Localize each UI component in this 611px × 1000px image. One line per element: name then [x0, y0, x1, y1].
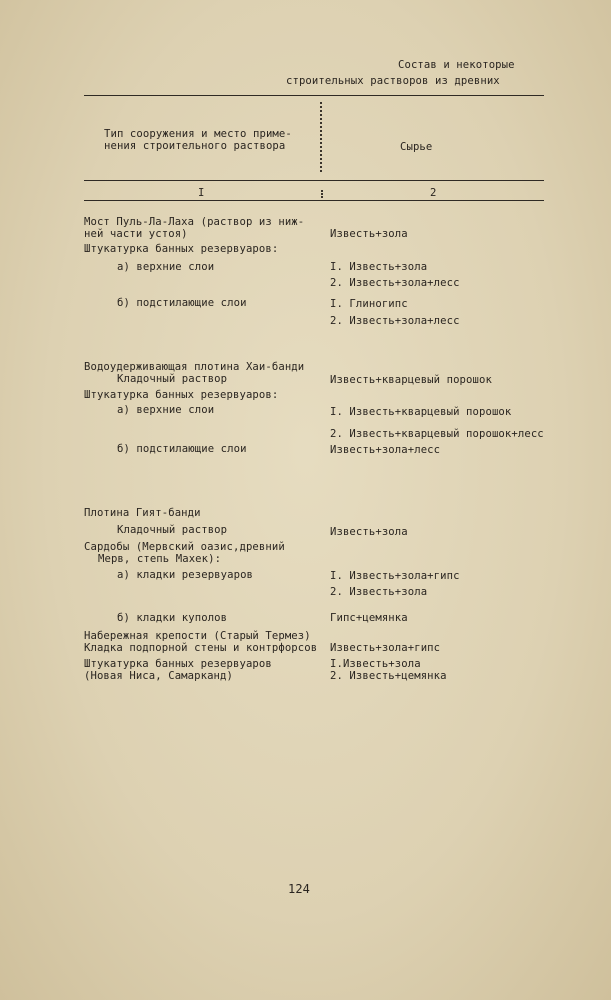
- group1-under-label: б) подстилающие слои: [117, 297, 247, 309]
- column-divider-number-row: [321, 190, 323, 198]
- table-title-line1: Состав и некоторые: [398, 59, 515, 71]
- group2-object-line1: Водоудерживающая плотина Хаи-банди: [84, 361, 305, 373]
- group1-plaster-title: Штукатурка банных резервуаров:: [84, 243, 279, 255]
- group3-masonry-material: Известь+зола: [330, 526, 408, 538]
- number-row-rule: [84, 200, 544, 201]
- group3-object-line1: Плотина Гият-банди: [84, 507, 201, 519]
- group3-sardoba-line2: Мерв, степь Махек):: [98, 553, 222, 565]
- group3-plaster-line1: Штукатурка банных резервуаров: [84, 658, 272, 670]
- group3-dome-material: Гипс+цемянка: [330, 612, 408, 624]
- page-number: 124: [288, 882, 310, 896]
- col1-header-line2: нения строительного раствора: [104, 140, 286, 152]
- group3-embankment-line1: Набережная крепости (Старый Термез): [84, 630, 311, 642]
- group1-object-line1: Мост Пуль-Ла-Лаха (раствор из ниж-: [84, 216, 305, 228]
- group3-reservoir-material-2: 2. Известь+зола: [330, 586, 428, 598]
- group3-embankment-line2: Кладка подпорной стены и контрфорсов: [84, 642, 318, 654]
- col2-number: 2: [430, 187, 437, 199]
- group2-masonry-material: Известь+кварцевый порошок: [330, 374, 492, 386]
- group2-upper-material-1: I. Известь+кварцевый порошок: [330, 406, 512, 418]
- group3-embankment-material: Известь+зола+гипс: [330, 642, 441, 654]
- column-divider: [320, 102, 322, 172]
- col2-header: Сырье: [400, 141, 433, 153]
- group2-upper-material-2: 2. Известь+кварцевый порошок+лесс: [330, 428, 544, 440]
- group3-reservoir-material-1: I. Известь+зола+гипс: [330, 570, 460, 582]
- group1-object-line2: ней части устоя): [84, 228, 188, 240]
- group1-object-material: Известь+зола: [330, 228, 408, 240]
- group3-sardoba-line1: Сардобы (Мервский оазис,древний: [84, 541, 285, 553]
- col1-number: I: [198, 187, 205, 199]
- group2-plaster-title: Штукатурка банных резервуаров:: [84, 389, 279, 401]
- group3-plaster-line2: (Новая Ниса, Самарканд): [84, 670, 233, 682]
- group3-reservoir-label: а) кладки резервуаров: [117, 569, 254, 581]
- header-bottom-rule: [84, 180, 544, 181]
- group2-upper-label: а) верхние слои: [117, 404, 215, 416]
- top-rule: [84, 95, 544, 96]
- group2-under-label: б) подстилающие слои: [117, 443, 247, 455]
- group3-dome-label: б) кладки куполов: [117, 612, 228, 624]
- col1-header-line1: Тип сооружения и место приме-: [104, 128, 292, 140]
- group2-under-material-1: Известь+зола+лесс: [330, 444, 441, 456]
- group1-under-material-2: 2. Известь+зола+лесс: [330, 315, 460, 327]
- group2-masonry-label: Кладочный раствор: [117, 373, 228, 385]
- group1-upper-label: а) верхние слои: [117, 261, 215, 273]
- group3-plaster-material-2: 2. Известь+цемянка: [330, 670, 447, 682]
- group1-upper-material-1: I. Известь+зола: [330, 261, 428, 273]
- group1-upper-material-2: 2. Известь+зола+лесс: [330, 277, 460, 289]
- group3-plaster-material-1: I.Известь+зола: [330, 658, 421, 670]
- group1-under-material-1: I. Глиногипс: [330, 298, 408, 310]
- group3-masonry-label: Кладочный раствор: [117, 524, 228, 536]
- table-title-line2: строительных растворов из древних: [286, 75, 500, 87]
